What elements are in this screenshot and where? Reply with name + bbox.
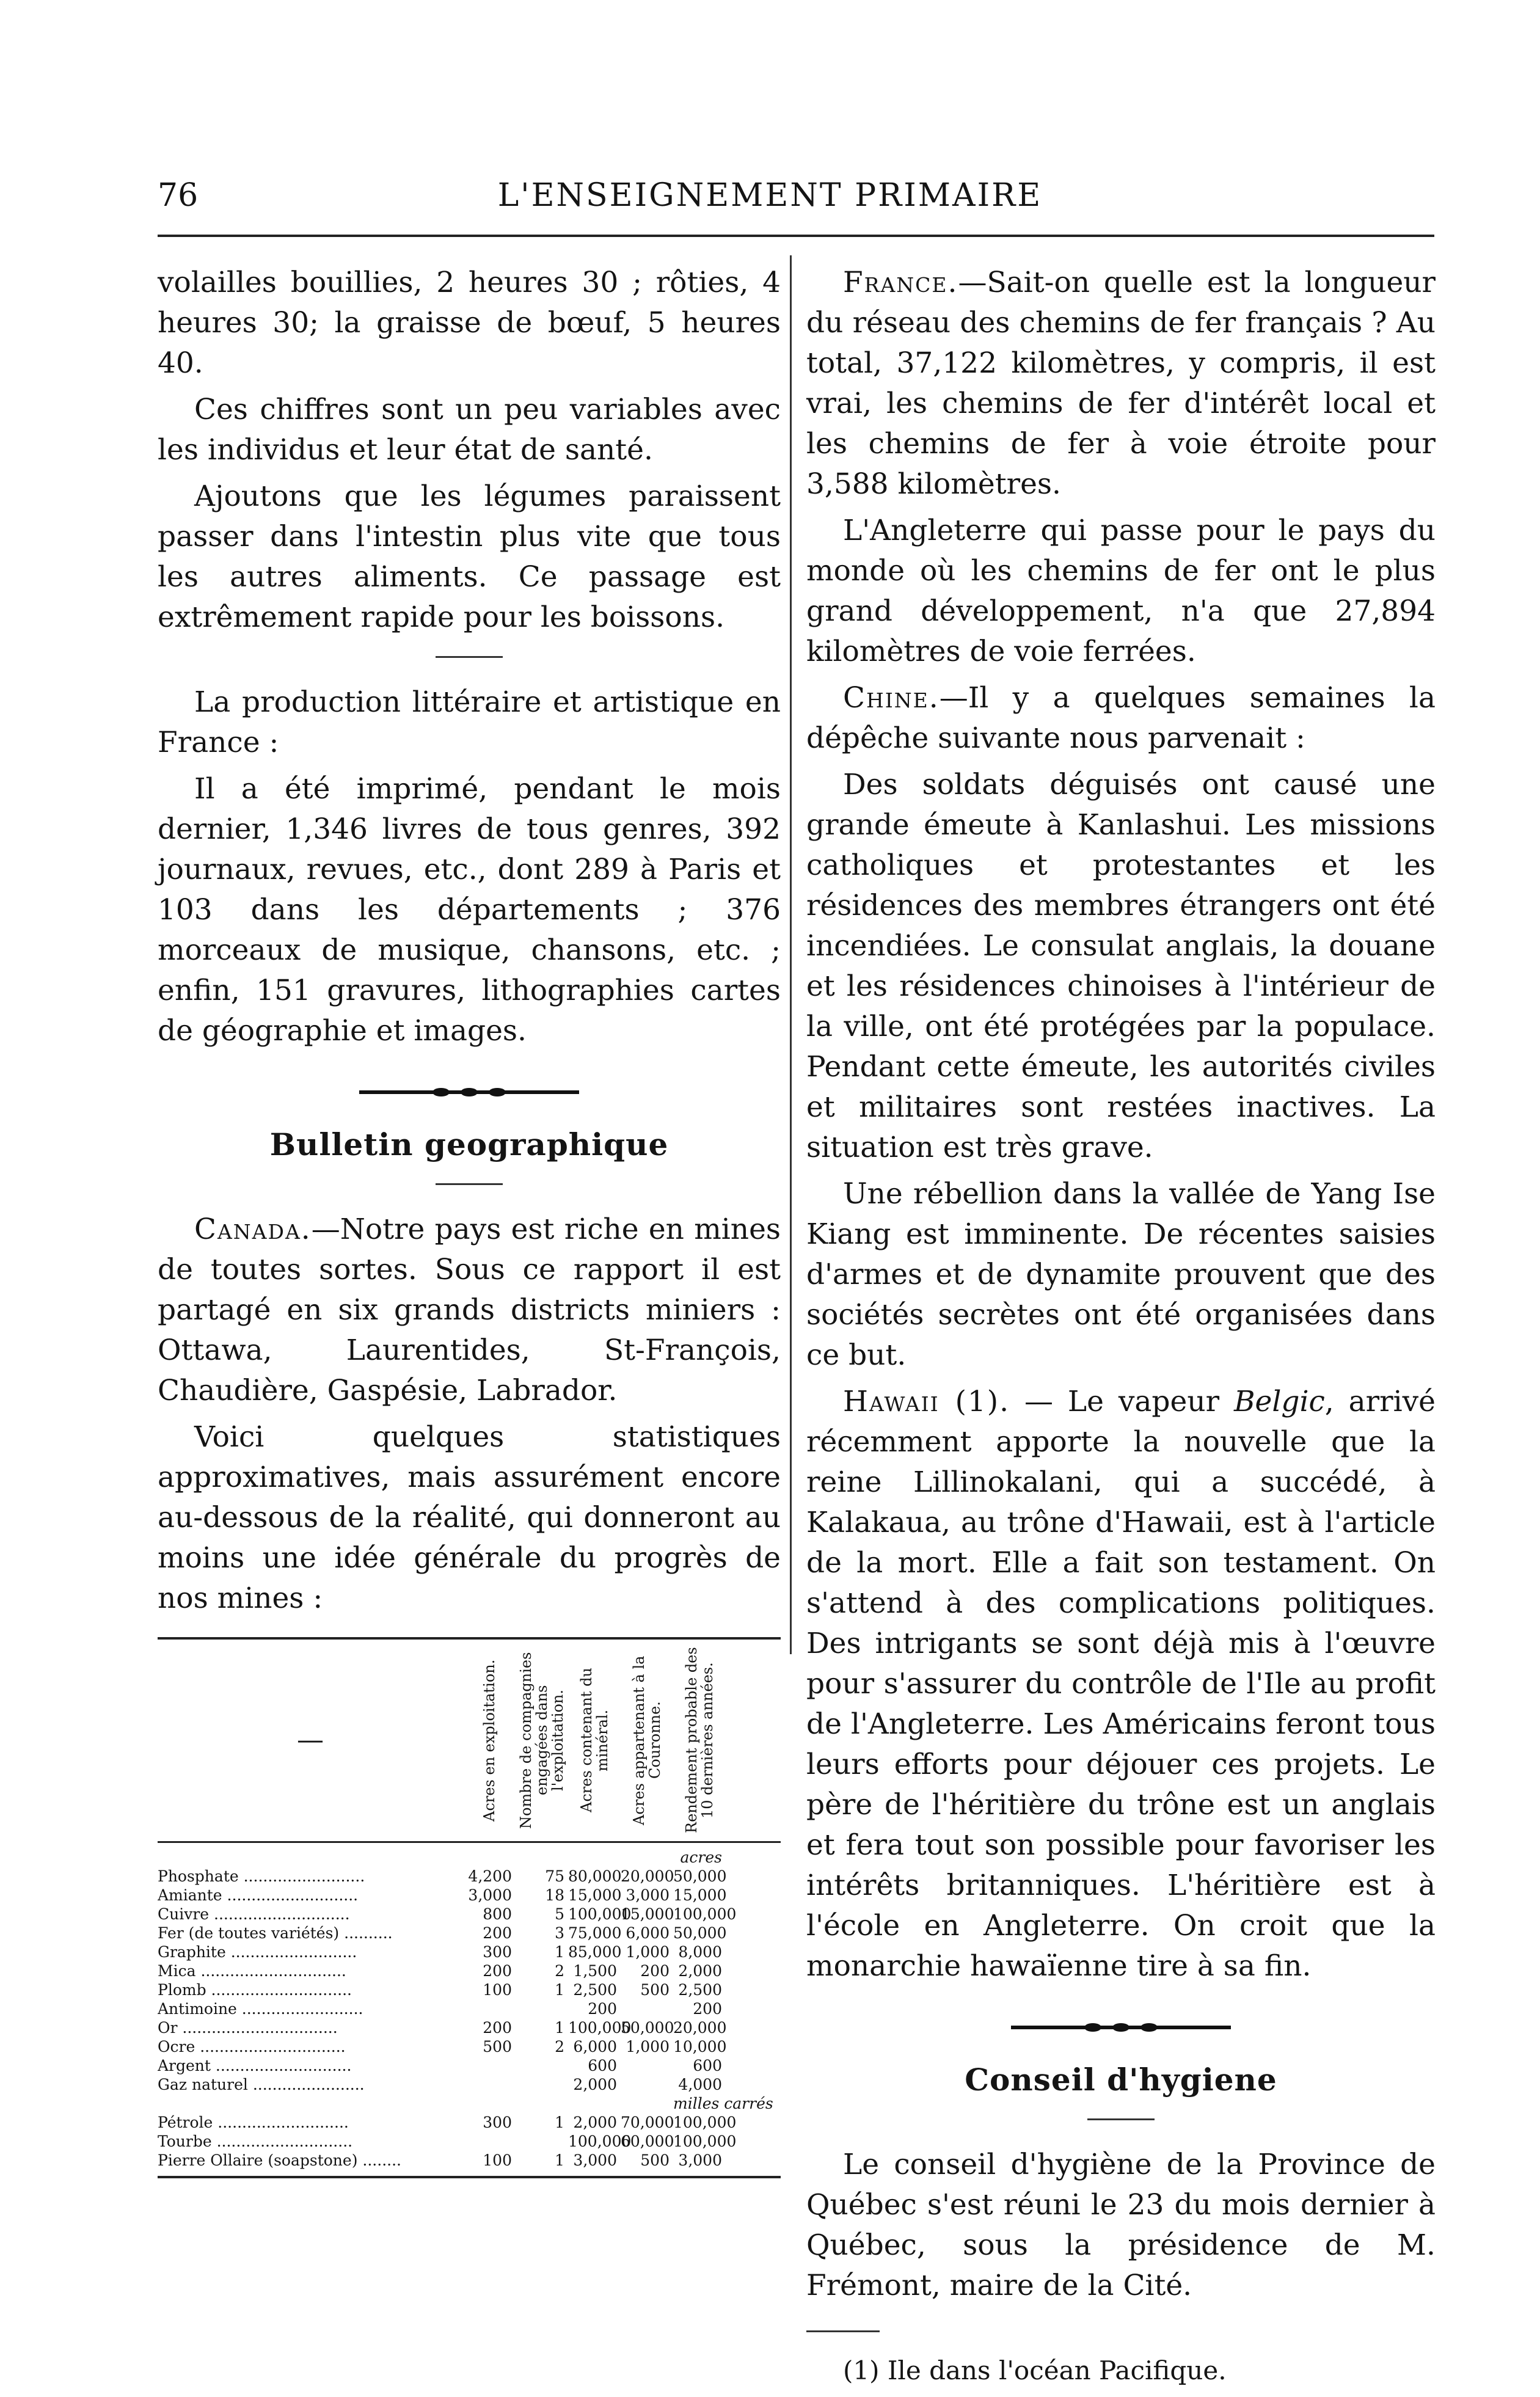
table-cell: 3,000	[626, 1886, 670, 1904]
table-cell: 5	[555, 1905, 564, 1923]
paragraph-canada	[158, 1209, 781, 1411]
table-cell	[516, 1999, 568, 2018]
table-corner-label: —	[297, 1724, 324, 1756]
mineral-name: Phosphate .........................	[158, 1867, 365, 1885]
table-cell: 200	[588, 2000, 617, 2018]
table-cell: 15,000	[673, 1886, 727, 1904]
table-cell: 1	[555, 1981, 564, 1999]
canada-text: —Notre pays est riche en mines de toutes sortes. Sous ce rapport il est partagé en six grands districts miniers : Ottawa, Laurentides, St-François, Chaudière, Gaspésie, Labrador.	[158, 1213, 781, 1407]
paragraph-production-stats: Il a été imprimé, pendant le mois dernier, 1,346 livres de tous genres, 392 journaux, revues, etc., dont 289 à Paris et 103 dans les départements ; 376 morceaux de musique, chansons, etc. ; enfin, 151 gravures, lithographies cartes de géographie et images.	[158, 772, 781, 1048]
table-cell: 15,000	[621, 1905, 674, 1923]
table-cell	[568, 1848, 621, 1867]
table-cell: 100,000	[673, 2132, 737, 2150]
table-cell	[463, 2094, 516, 2113]
table-cell: 80,000	[568, 1867, 622, 1885]
table-row	[158, 1943, 781, 1961]
table-cell: 500	[483, 2038, 512, 2056]
paragraph-chine	[806, 678, 1436, 759]
bulletin-title: Bulletin geographique	[269, 1126, 669, 1162]
table-cell: 100,000	[673, 2114, 737, 2131]
table-cell	[516, 2075, 568, 2094]
paragraph-rebellion: Une rébellion dans la vallée de Yang Ise Kiang est imminente. De récentes saisies d'armes et de dynamite prouvent que des sociétés secrètes ont été organisées dans ce but.	[806, 1177, 1436, 1372]
table-cell: 200	[483, 2019, 512, 2037]
hawaii-text-a: — Le vapeur	[1010, 1385, 1234, 1418]
table-row	[158, 2037, 781, 2056]
hawaii-text-b: , arrivé récemment apporte la nouvelle que la reine Lillinokalani, qui a succédé, à Kalakaua, au trône d'Hawaii, est à l'article de la mort. Elle a fait son testament. On s'attend à des complications politiques. Des intrigants se sont déjà mis à l'œuvre pour s'assurer du contrôle de l'Ile au profit de l'Angleterre. Les Américains feront tous leurs efforts pour déjouer ces projets. Le père de l'héritière du trône est un anglais et fera tout son possible pour favoriser les intérêts britanniques. L'héritière est à l'école en Angleterre. On croit que la monarchie hawaïenne tire à sa fin.	[806, 1385, 1436, 1983]
paragraph-vegetables: Ajoutons que les légumes paraissent passer dans l'intestin plus vite que tous les autres aliments. Ce passage est extrêmement rapide pour les boissons.	[158, 480, 781, 634]
table-row	[158, 2056, 781, 2075]
table-cell: 600	[588, 2057, 617, 2074]
table-cell: 3,000	[573, 2151, 617, 2169]
table-cell: 500	[640, 2151, 670, 2169]
table-cell: 85,000	[568, 1943, 622, 1961]
table-cell: 500	[640, 1981, 670, 1999]
table-body	[158, 1843, 781, 2176]
table-cell: 200	[693, 2000, 722, 2018]
table-row	[158, 2075, 781, 2094]
table-cell: 18	[545, 1886, 564, 1904]
footnote: (1) Ile dans l'océan Pacifique.	[843, 2355, 1227, 2385]
france-text: —Sait-on quelle est la longueur du réseau des chemins de fer français ? Au total, 37,122 kilomètres, y compris, il est vrai, les chemins de fer d'intérêt local et les chemins de fer à voie étroite pour 3,588 kilomètres.	[806, 266, 1436, 501]
mineral-name	[158, 1848, 463, 1867]
table-row	[158, 1905, 781, 1924]
table-row	[158, 1999, 781, 2018]
table-cell: 20,000	[621, 1867, 674, 1885]
table-cell	[621, 1848, 673, 1867]
ornament-divider	[359, 1088, 579, 1094]
mineral-name: Pierre Ollaire (soapstone) ........	[158, 2151, 401, 2169]
table-cell	[463, 2075, 516, 2094]
table-header	[158, 1640, 781, 1843]
table-cell: 200	[483, 1962, 512, 1980]
paragraph-france	[806, 263, 1436, 505]
mineral-name: Graphite ..........................	[158, 1943, 357, 1961]
column-header: Nombre de compagnies engagées dans l'exploitation.	[517, 1652, 566, 1829]
table-cell: 1	[555, 2019, 564, 2037]
table-cell	[463, 1848, 516, 1867]
table-cell: 4,000	[678, 2076, 722, 2093]
running-title: L'ENSEIGNEMENT PRIMAIRE	[497, 177, 1043, 214]
table-cell: 1,500	[573, 1962, 617, 1980]
table-cell: 600	[693, 2057, 722, 2074]
table-row	[158, 1867, 781, 1886]
table-cell: 300	[483, 1943, 512, 1961]
column-header: Acres appartenant à la Couronne.	[630, 1655, 663, 1825]
table-cell: 100,000	[568, 2019, 632, 2037]
column-divider	[790, 255, 792, 1654]
chine-text: —Il y a quelques semaines la dépêche suivante nous parvenait :	[806, 681, 1436, 755]
conseil-title: Conseil d'hygiene	[965, 2062, 1277, 2098]
ornament-divider	[1011, 2023, 1231, 2029]
table-cell: 3	[555, 1924, 564, 1942]
table-row	[158, 1980, 781, 1999]
table-cell: 2,000	[573, 2114, 617, 2131]
table-cell: 15,000	[568, 1886, 622, 1904]
table-cell: 100	[483, 1981, 512, 1999]
table-cell: 100	[483, 2151, 512, 2169]
table-cell: 3,000	[678, 2151, 722, 2169]
title-rule	[1087, 2118, 1155, 2120]
table-cell	[463, 2132, 516, 2151]
table-cell: 800	[483, 1905, 512, 1923]
table-cell	[516, 2132, 568, 2151]
table-cell: 10,000	[673, 2038, 727, 2056]
table-cell: 2,000	[678, 1962, 722, 1980]
table-cell: 100,000	[568, 1905, 632, 1923]
table-cell: 2,500	[573, 1981, 617, 1999]
section-rule	[436, 656, 503, 658]
column-header: Acres en exploitation.	[481, 1659, 498, 1822]
table-cell: milles carrés	[673, 2095, 773, 2112]
mineral-name: Ocre ..............................	[158, 2038, 346, 2056]
table-cell	[516, 2094, 568, 2113]
table-cell	[621, 1999, 673, 2018]
mineral-name: Pétrole ...........................	[158, 2114, 349, 2131]
chine-label: Chine.	[843, 681, 940, 715]
table-row	[158, 1886, 781, 1905]
table-cell: 3,000	[468, 1886, 512, 1904]
table-row	[158, 1924, 781, 1943]
table-cell: 75	[545, 1867, 564, 1885]
table-cell: 4,200	[468, 1867, 512, 1885]
france-label: France.	[843, 266, 958, 299]
canada-label: Canada.	[194, 1213, 312, 1246]
table-cell: 2,000	[573, 2076, 617, 2093]
mineral-name: Gaz naturel .......................	[158, 2076, 365, 2093]
table-cell: 8,000	[678, 1943, 722, 1961]
table-cell	[568, 2094, 621, 2113]
mineral-name: Tourbe ............................	[158, 2132, 353, 2150]
table-cell: 1,000	[626, 1943, 670, 1961]
paragraph-production-heading: La production littéraire et artistique en France :	[158, 685, 781, 759]
hawaii-label: Hawaii (1).	[843, 1385, 1010, 1418]
column-header: Rendement probable des 10 dernières années.	[683, 1647, 716, 1834]
mineral-name: Or ................................	[158, 2019, 338, 2037]
mineral-name: Fer (de toutes variétés) ..........	[158, 1924, 393, 1942]
table-cell: 2	[555, 1962, 564, 1980]
page-number: 76	[158, 177, 199, 214]
table-row	[158, 2018, 781, 2037]
column-header: Acres contenant du minéral.	[578, 1668, 611, 1813]
left-column	[158, 263, 781, 2178]
table-cell: 2,500	[678, 1981, 722, 1999]
paragraph-conseil: Le conseil d'hygiène de la Province de Québec s'est réuni le 23 du mois dernier à Québec, sous la présidence de M. Frémont, maire de la Cité.	[806, 2148, 1436, 2302]
ship-name: Belgic	[1233, 1385, 1325, 1418]
footnote-rule	[806, 2330, 880, 2332]
unit-row	[158, 1848, 781, 1867]
table-cell: 20,000	[673, 2019, 727, 2037]
table-cell: 1	[555, 1943, 564, 1961]
table-cell	[621, 2075, 673, 2094]
table-cell: 70,000	[621, 2114, 674, 2131]
mineral-name: Cuivre ............................	[158, 1905, 350, 1923]
paragraph-variability: Ces chiffres sont un peu variables avec les individus et leur état de santé.	[158, 393, 781, 467]
paragraph-angleterre: L'Angleterre qui passe pour le pays du monde où les chemins de fer ont le plus grand développement, n'a que 27,894 kilomètres de voie ferrées.	[806, 514, 1436, 668]
mineral-name: Antimoine .........................	[158, 2000, 363, 2018]
table-cell	[516, 2056, 568, 2075]
table-cell: 1	[555, 2151, 564, 2169]
table-row	[158, 2132, 781, 2151]
mining-statistics-table	[158, 1637, 781, 2178]
right-column	[806, 263, 1436, 2397]
table-cell: 2	[555, 2038, 564, 2056]
paragraph-digestion-times: volailles bouillies, 2 heures 30 ; rôties, 4 heures 30; la graisse de bœuf, 5 heures 40.	[158, 266, 781, 380]
table-cell: 6,000	[573, 2038, 617, 2056]
table-cell: 50,000	[621, 2019, 674, 2037]
title-rule	[436, 1183, 503, 1185]
paragraph-soldats: Des soldats déguisés ont causé une grande émeute à Kanlashui. Les missions catholiques et protestantes et les résidences des membres étrangers ont été incendiées. Le consulat anglais, la douane et les résidences chinoises à l'intérieur de la ville, ont été protégées par la populace. Pendant cette émeute, les autorités civiles et militaires sont restées inactives. La situation est très grave.	[806, 768, 1436, 1164]
table-cell	[621, 2094, 673, 2113]
table-cell: 50,000	[673, 1924, 727, 1942]
table-row	[158, 1961, 781, 1980]
mineral-name: Plomb .............................	[158, 1981, 352, 1999]
table-cell: 1	[555, 2114, 564, 2131]
table-cell	[463, 1999, 516, 2018]
table-cell	[621, 2056, 673, 2075]
table-cell: 50,000	[673, 1867, 727, 1885]
table-row	[158, 2151, 781, 2170]
mineral-name: Mica ..............................	[158, 1962, 346, 1980]
paragraph-statistics-intro: Voici quelques statistiques approximatives, mais assurément encore au-dessous de la réalité, qui donneront au moins une idée générale du progrès de nos mines :	[158, 1420, 781, 1615]
table-cell: 60,000	[621, 2132, 674, 2150]
table-cell: 75,000	[568, 1924, 622, 1942]
header-rule	[158, 235, 1434, 237]
mineral-name: Amiante ...........................	[158, 1886, 359, 1904]
table-cell: acres	[680, 1848, 722, 1866]
table-cell: 100,000	[568, 2132, 632, 2150]
unit-row	[158, 2094, 781, 2113]
table-cell: 6,000	[626, 1924, 670, 1942]
table-cell: 100,000	[673, 1905, 737, 1923]
paragraph-hawaii	[806, 1382, 1436, 1987]
table-cell: 1,000	[626, 2038, 670, 2056]
mineral-name	[158, 2094, 463, 2113]
table-cell: 200	[483, 1924, 512, 1942]
table-row	[158, 2113, 781, 2132]
table-cell	[516, 1848, 568, 1867]
table-cell: 300	[483, 2114, 512, 2131]
table-cell	[463, 2056, 516, 2075]
mineral-name: Argent ............................	[158, 2057, 352, 2074]
table-cell: 200	[640, 1962, 670, 1980]
